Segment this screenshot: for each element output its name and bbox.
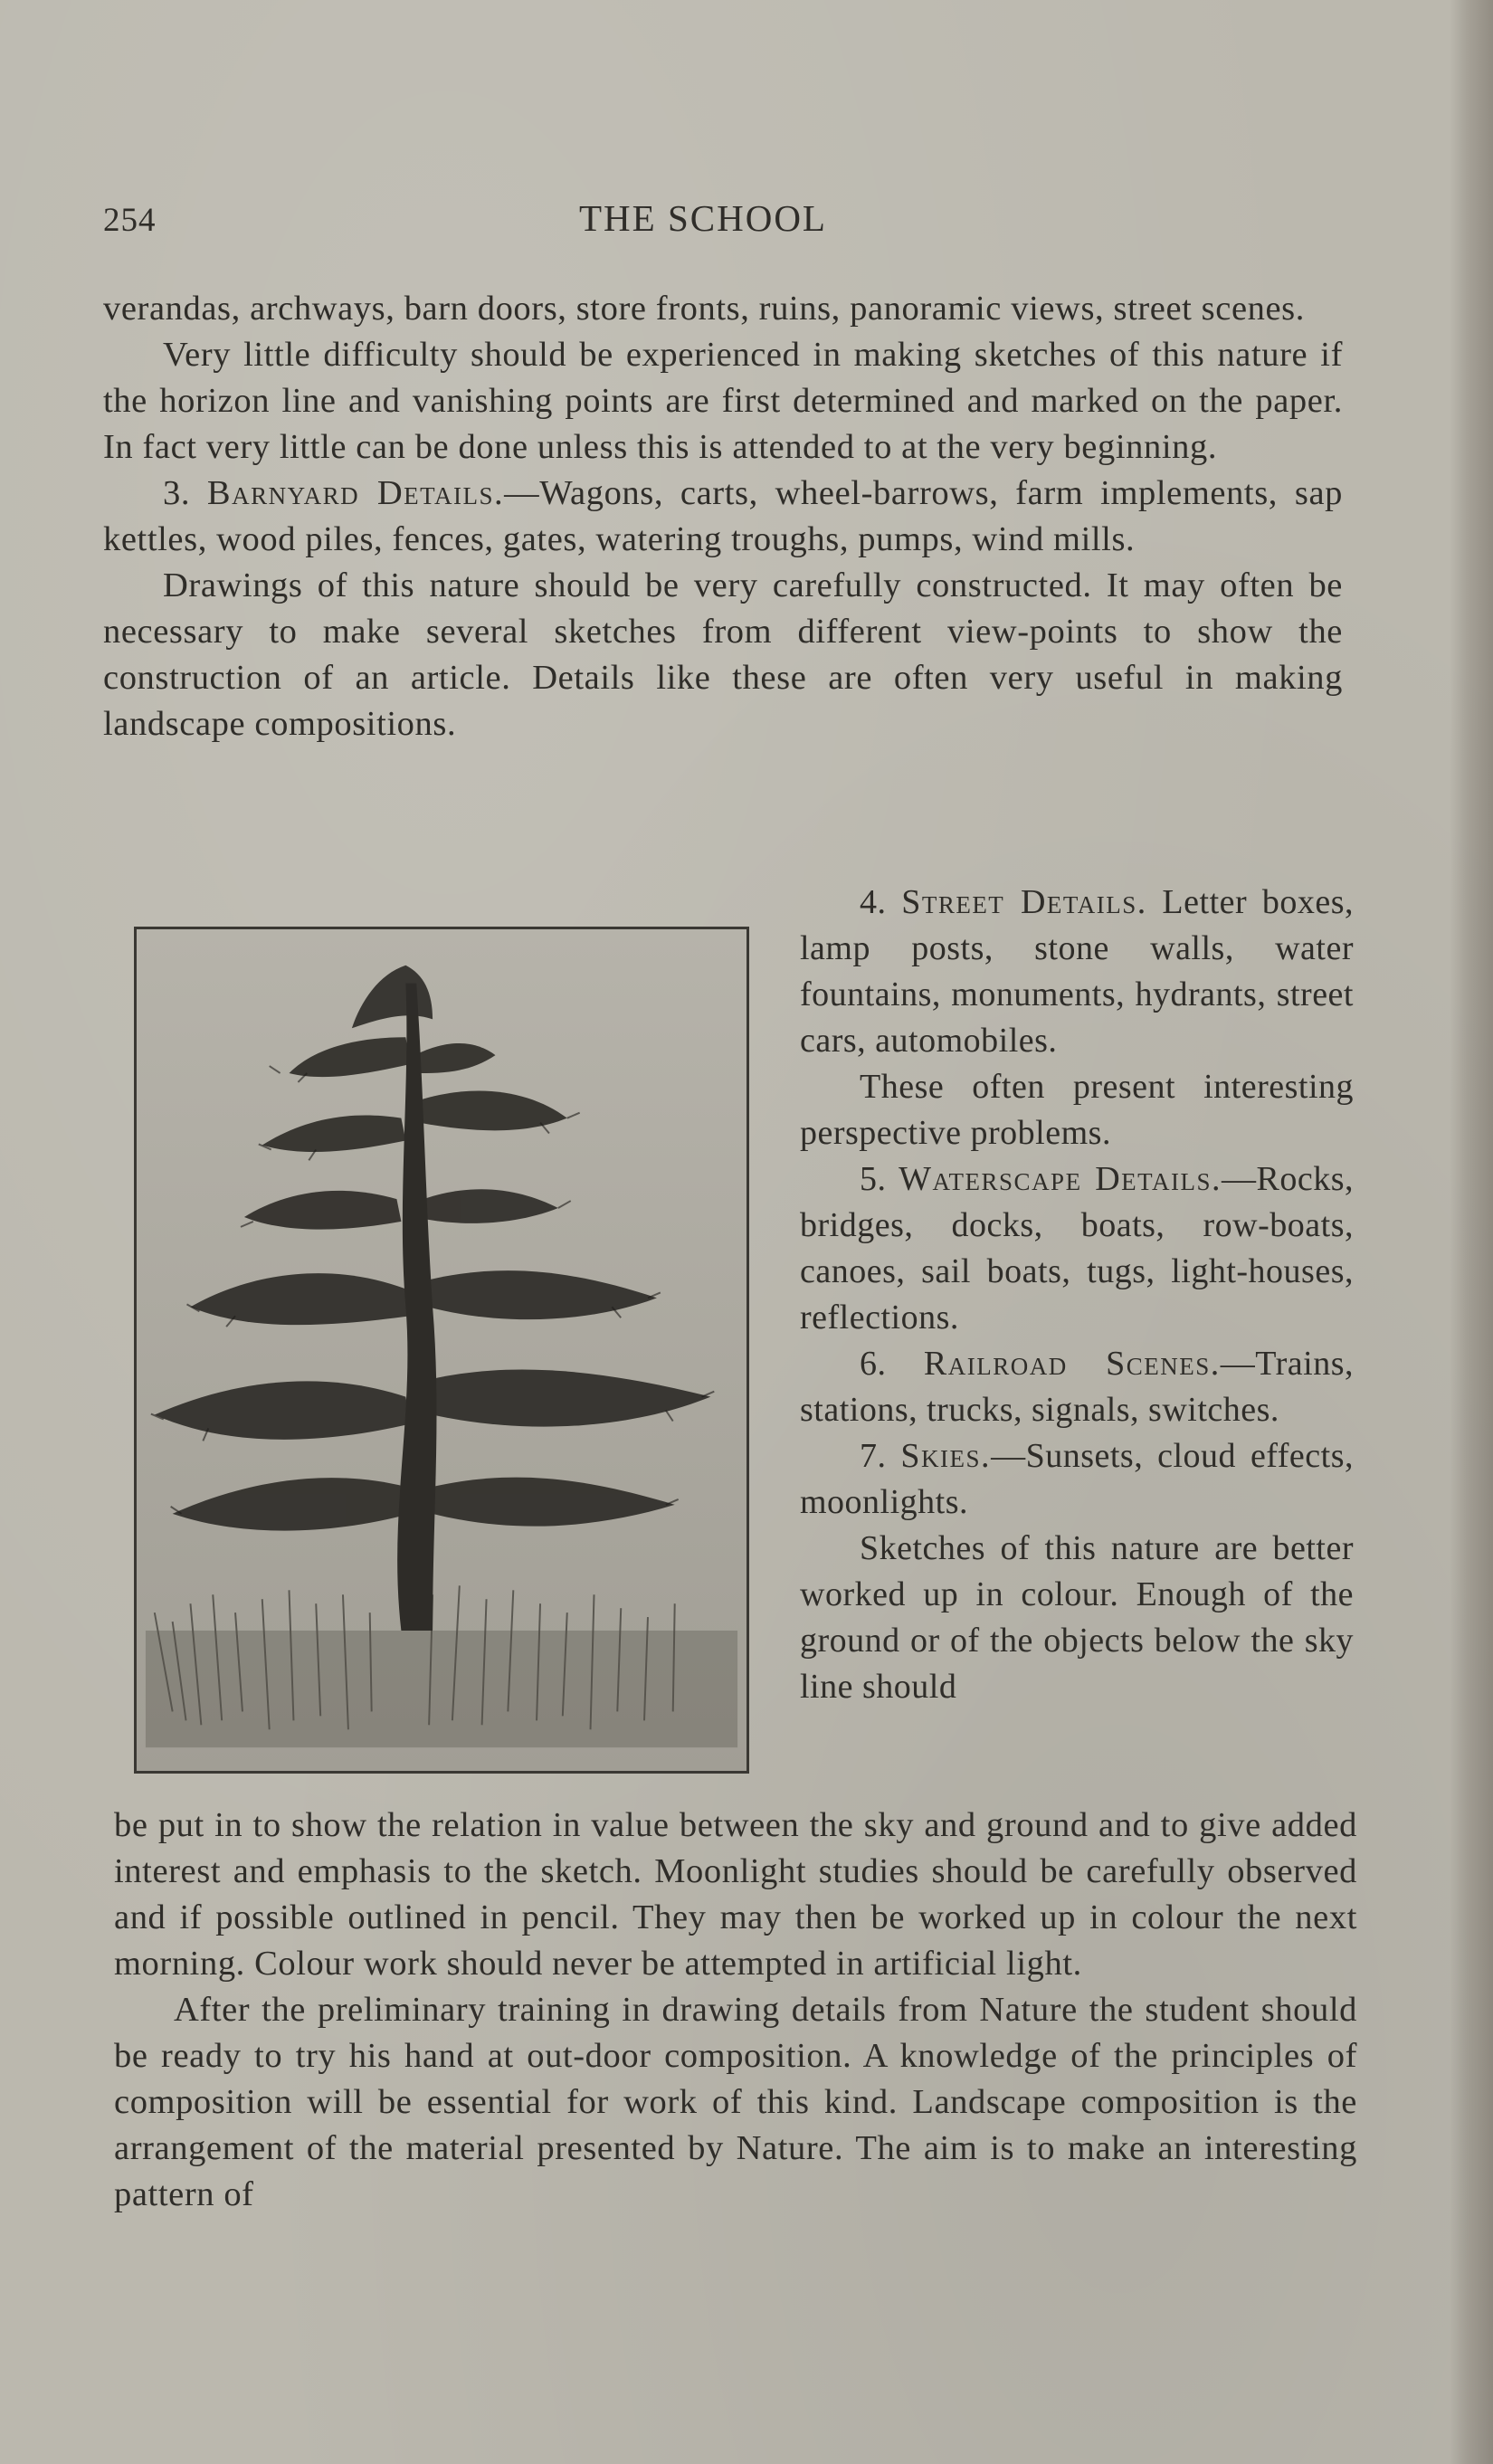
section-heading-barnyard: Barnyard Details. [206, 474, 505, 512]
paragraph-horizon-line: Very little difficulty should be experienced in making sketches of this nature if the horizon line and vanishing points are first determined and marked on the paper. In fact very little can be done unless this is attended to at the very beginning. [103, 336, 1343, 466]
paragraph-waterscape-details [800, 1156, 1354, 1341]
running-head [103, 192, 845, 246]
wrapped-text-column [800, 880, 1354, 1710]
section-number: 3. [163, 474, 191, 512]
journal-title: THE SCHOOL [579, 197, 827, 239]
body-text-top [103, 286, 1343, 747]
paragraph-street-details [800, 880, 1354, 1064]
paragraph-perspective-note: These often present interesting perspective problems. [800, 1068, 1354, 1152]
section-heading-railroad: Railroad Scenes. [923, 1345, 1221, 1383]
pine-tree-illustration [134, 927, 749, 1774]
section-body-street: Letter boxes, lamp posts, stone walls, water fountains, monuments, hydrants, street cars, automobiles. [800, 883, 1354, 1060]
page-binding-shadow [1450, 0, 1493, 2464]
section-heading-waterscape: Waterscape Details. [899, 1160, 1222, 1198]
page-number: 254 [103, 202, 157, 239]
paragraph-colour-continuation: be put in to show the relation in value between the sky and ground and to give added interest and emphasis to the sketch. Moonlight studies should be carefully observed and if possible outlined in pencil. They may then be worked up in colour the next morning. Colour work should never be attempted in artificial light. [114, 1806, 1357, 1983]
paragraph-outdoor-composition: After the preliminary training in drawing details from Nature the student should be ready to try his hand at out-door composition. A knowledge of the principles of composition will be essential for work of this kind. Landscape composition is the arrangement of the material presented by Nature. The aim is to make an interesting pattern of [114, 1991, 1357, 2213]
paragraph-construction: Drawings of this nature should be very carefully constructed. It may often be necessary to make several sketches from different view-points to show the construction of an article. Details like these are often very useful in making landscape compositions. [103, 566, 1343, 743]
pine-tree-drawing [137, 929, 746, 1771]
paragraph-colour-sketches: Sketches of this nature are better worked up in colour. Enough of the ground or of the objects below the sky line should [800, 1529, 1354, 1706]
paragraph-railroad-scenes [800, 1341, 1354, 1433]
paragraph-barnyard-details [103, 471, 1343, 563]
section-number: 4. [860, 883, 887, 921]
section-number: 5. [860, 1160, 887, 1198]
section-body-skies: —Sunsets, cloud effects, moonlights. [800, 1437, 1355, 1521]
body-text-bottom [114, 1803, 1357, 2218]
section-heading-street: Street Details. [901, 883, 1147, 921]
paragraph-continuation: verandas, archways, barn doors, store fronts, ruins, panoramic views, street scenes. [103, 290, 1305, 328]
section-number: 7. [860, 1437, 887, 1475]
section-heading-skies: Skies. [900, 1437, 992, 1475]
section-body-barnyard: —Wagons, carts, wheel-barrows, farm implements, sap kettles, wood piles, fences, gates, watering troughs, pumps, wind mills. [103, 474, 1343, 558]
paragraph-skies [800, 1433, 1354, 1526]
section-number: 6. [860, 1345, 887, 1383]
section-body-waterscape: —Rocks, bridges, docks, boats, row-boats, canoes, sail boats, tugs, light-houses, reflections. [800, 1160, 1354, 1337]
section-body-railroad: —Trains, stations, trucks, signals, switches. [800, 1345, 1354, 1429]
